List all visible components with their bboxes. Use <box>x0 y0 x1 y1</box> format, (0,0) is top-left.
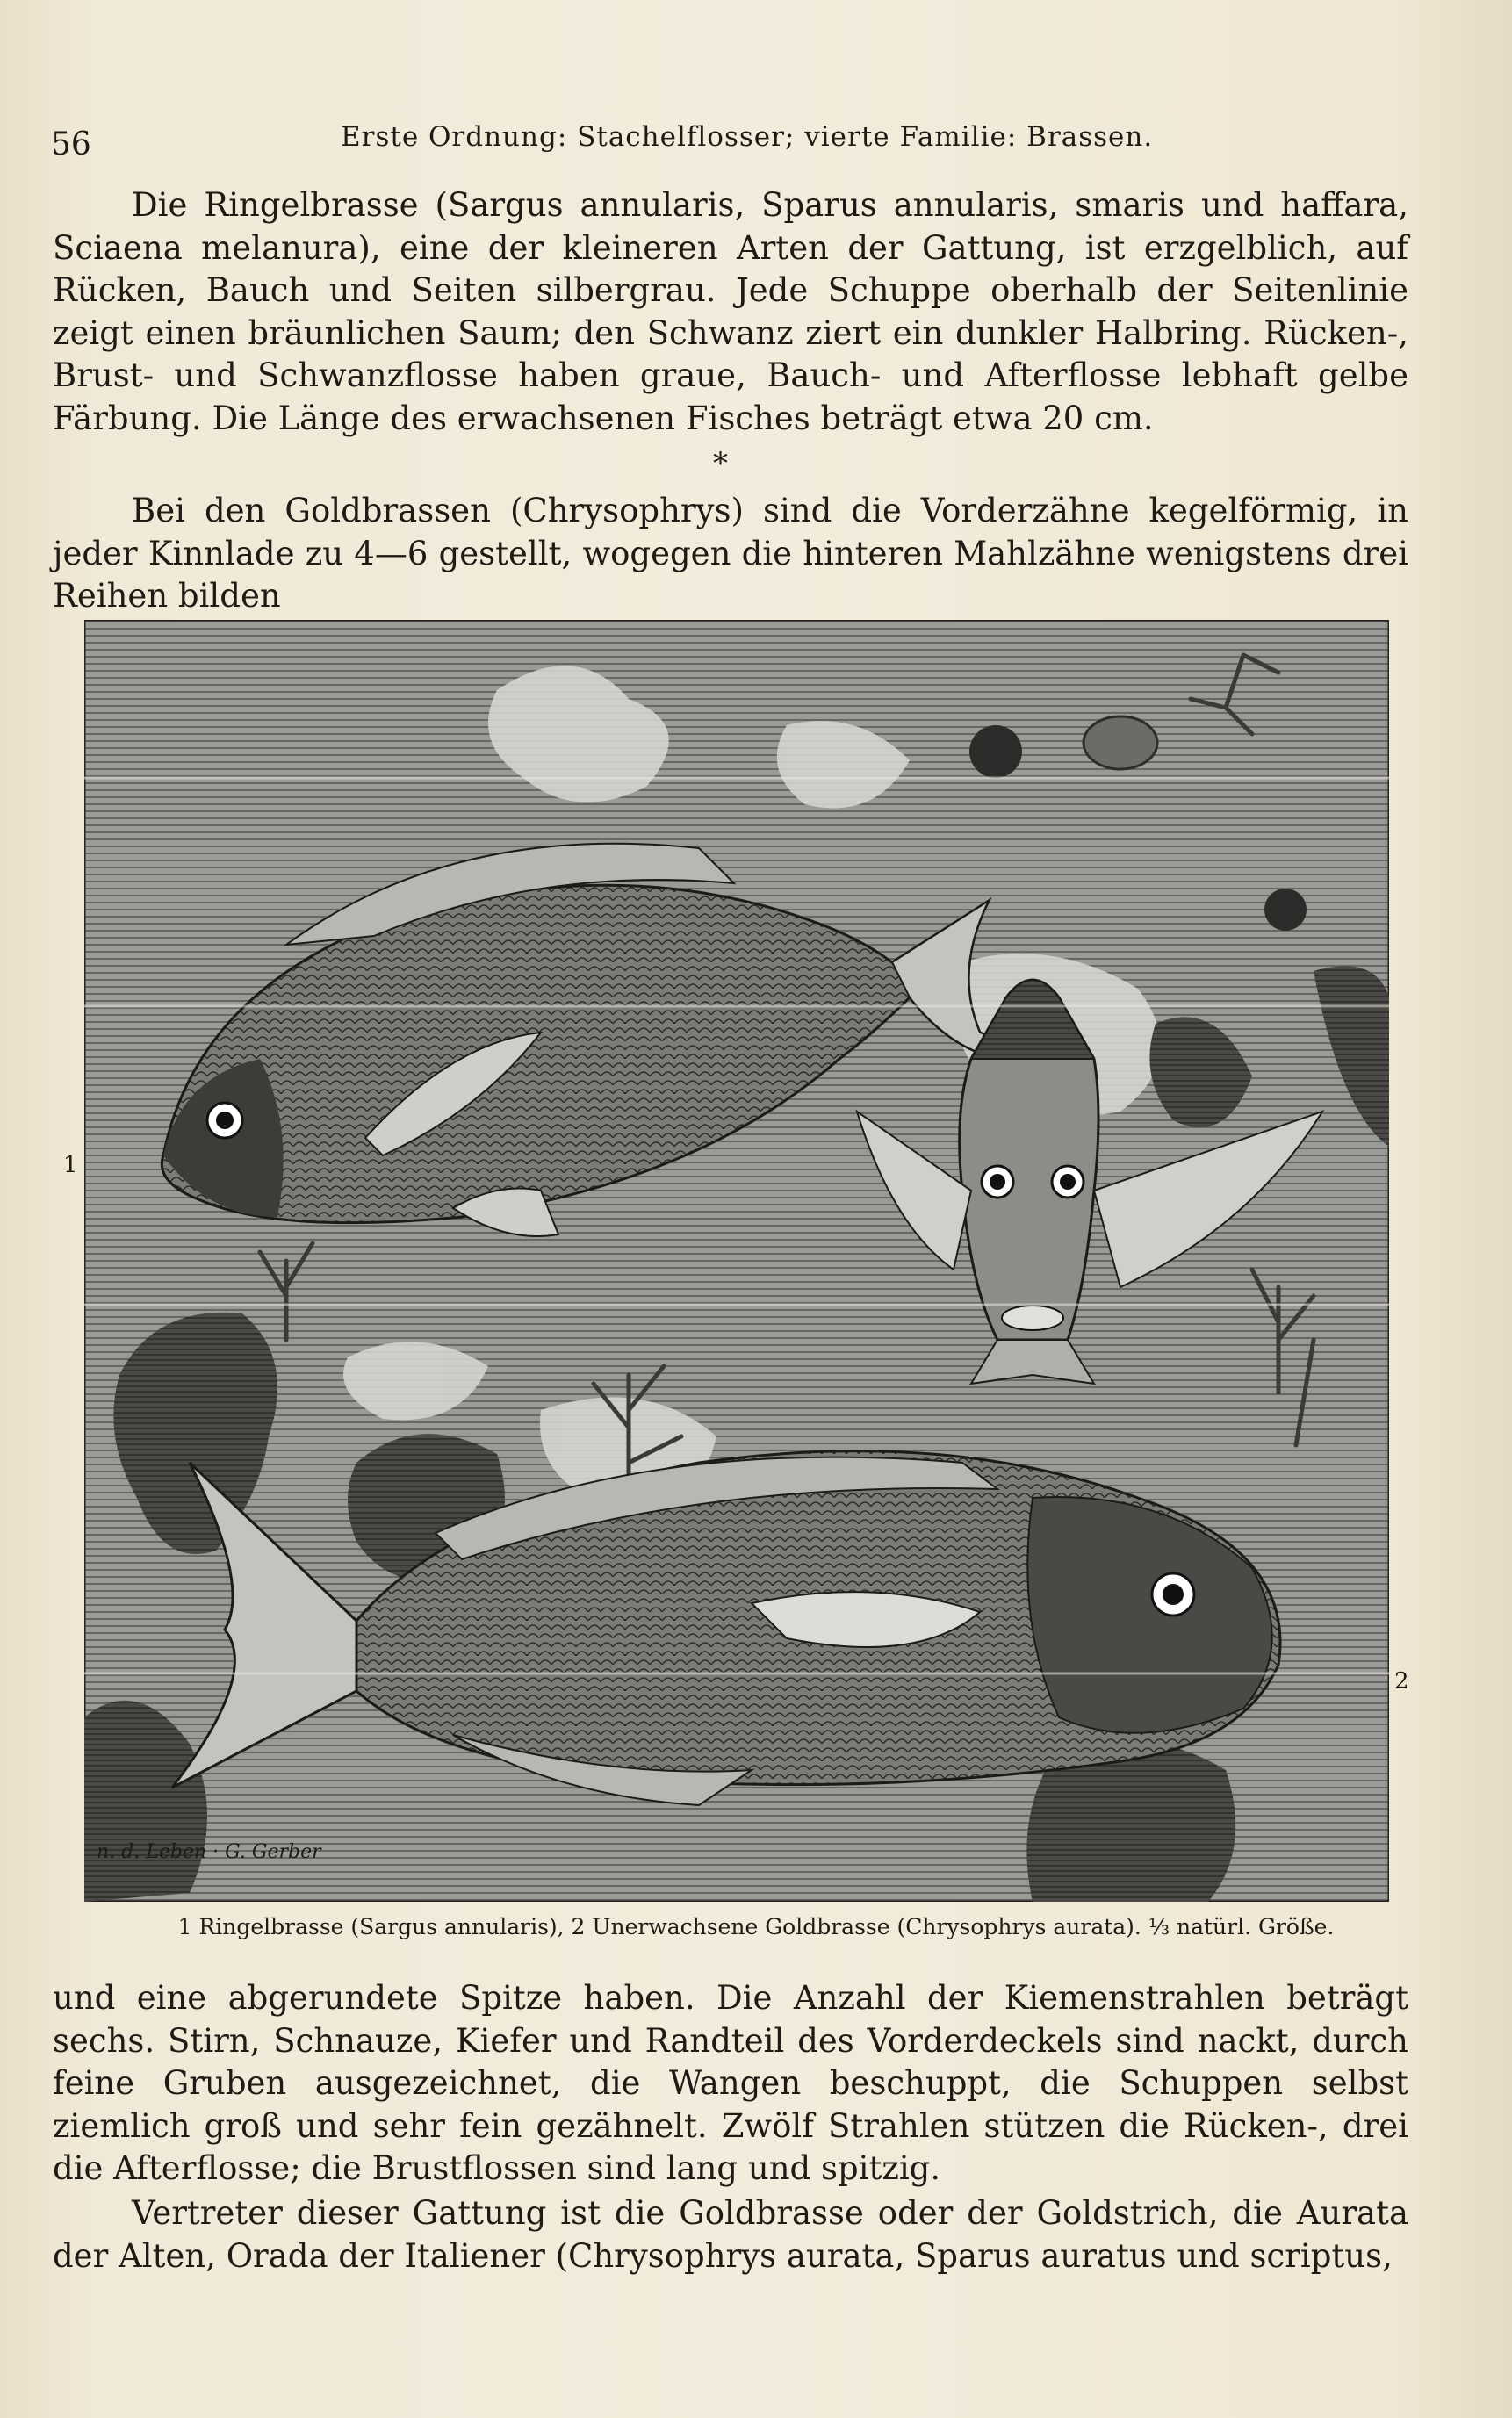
figure-marker-1: 1 <box>63 1152 78 1178</box>
engraver-signature: n. d. Leben · G. Gerber <box>97 1841 321 1863</box>
section-separator: * <box>713 446 728 481</box>
paragraph-goldbrasse: Vertreter dieser Gattung ist die Goldbrasse oder der Goldstrich, die Aurata der Alten, Orada der Italiener (Chrysophrys aurata, Sparus auratus und scriptus, <box>53 2194 1408 2275</box>
paragraph-ringelbrasse: Die Ringelbrasse (Sargus annularis, Sparus annularis, smaris und haffara, Sciaena melanura), eine der kleineren Arten der Gattung, ist erzgelblich, auf Rücken, Bauch und Seiten silbergrau. Jede Schuppe oberhalb der Seitenlinie zeigt einen bräunlichen Saum; den Schwanz ziert ein dunkler Halbring. Rücken-, Brust- und Schwanzflosse haben graue, Bauch- und Afterflosse lebhaft gelbe Färbung. Die Länge des erwachsenen Fisches beträgt etwa 20 cm. <box>53 186 1408 437</box>
engraving-illustration <box>84 620 1389 1902</box>
page-header <box>51 121 1421 165</box>
figure-caption: 1 Ringelbrasse (Sargus annularis), 2 Unerwachsene Goldbrasse (Chrysophrys aurata). ⅓ natürl. Größe. <box>177 1914 1335 1939</box>
page-number: 56 <box>51 126 91 162</box>
paragraph-continuation: und eine abgerundete Spitze haben. Die Anzahl der Kiemenstrahlen beträgt sechs. Stirn, Schnauze, Kiefer und Randteil des Vorderdeckels sind nackt, durch feine Gruben ausgezeichnet, die Wangen beschuppt, die Schuppen selbst ziemlich groß und sehr fein gezähnelt. Zwölf Strahlen stützen die Rücken-, drei die Afterflosse; die Brustflossen sind lang und spitzig. <box>53 1979 1408 2187</box>
running-head: Erste Ordnung: Stachelflosser; vierte Familie: Brassen. <box>341 121 1154 153</box>
paragraph-goldbrassen: Bei den Goldbrassen (Chrysophrys) sind die Vorderzähne kegelförmig, in jeder Kinnlade zu 4—6 gestellt, wogegen die hinteren Mahlzähne wenigstens drei Reihen bilden <box>53 492 1408 615</box>
figure-marker-2: 2 <box>1394 1668 1409 1695</box>
